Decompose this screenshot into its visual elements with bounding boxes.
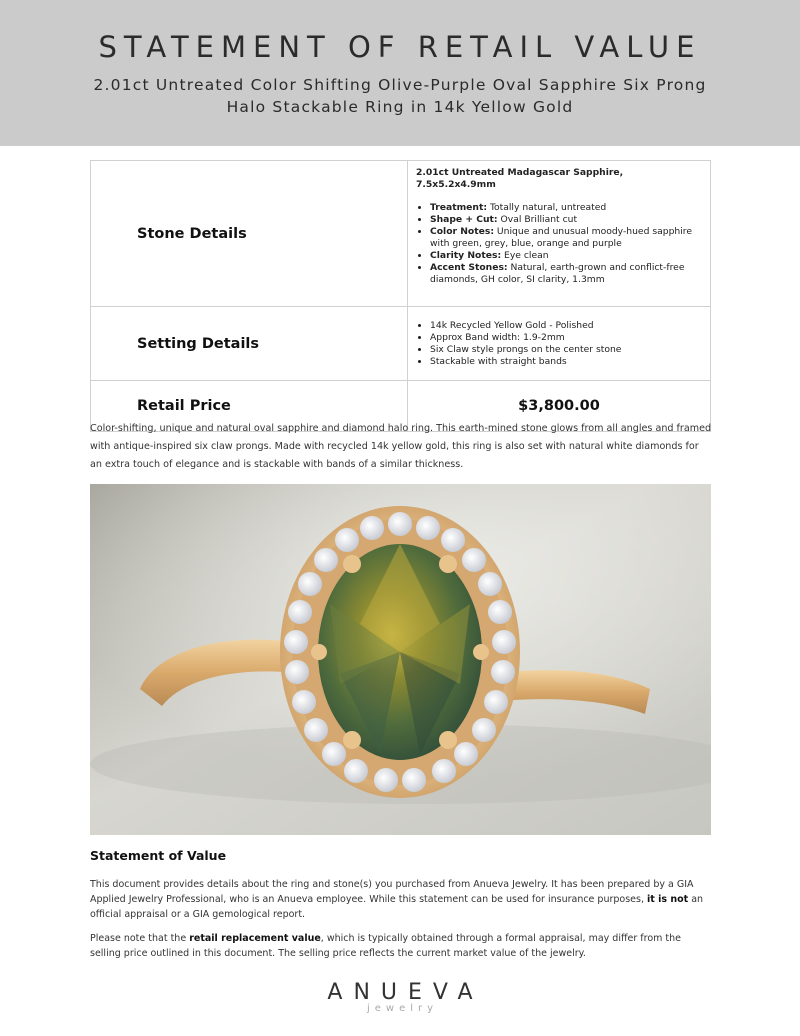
header-banner: [0, 0, 800, 146]
statement-title: Statement of Value: [90, 848, 227, 863]
ring-photo: [90, 484, 711, 835]
retail-price-label: Retail Price: [91, 381, 408, 432]
page-title: STATEMENT OF RETAIL VALUE: [98, 30, 702, 64]
setting-details-label: Setting Details: [91, 307, 408, 381]
logo-brand: ANUEVA: [327, 980, 484, 1005]
list-item: • Stackable with straight bands: [430, 356, 700, 368]
list-item: • Six Claw style prongs on the center stone: [430, 344, 700, 356]
list-item: • Clarity Notes: Eye clean: [430, 250, 700, 262]
stone-details-label: Stone Details: [91, 161, 408, 307]
details-table: [90, 160, 711, 432]
list-item: • 14k Recycled Yellow Gold - Polished: [430, 320, 700, 332]
list-item: • Treatment: Totally natural, untreated: [430, 202, 700, 214]
list-item: • Accent Stones: Natural, earth-grown and conflict-free diamonds, GH color, SI clarity, 1.3mm: [430, 262, 700, 286]
stone-title: 2.01ct Untreated Madagascar Sapphire, 7.5x5.2x4.9mm: [416, 167, 624, 190]
list-item: • Shape + Cut: Oval Brilliant cut: [430, 214, 700, 226]
statement-paragraph-1: This document provides details about the ring and stone(s) you purchased from Anueva Jewelry. It has been prepared by a GIA Applied Jewelry Professional, who is an Anueva employee. While this statement can be used for insurance purposes, it is not an official appraisal or a GIA gemological report.: [90, 879, 704, 920]
stone-details-list: [416, 202, 700, 286]
logo-tagline: jewelry: [366, 1003, 439, 1014]
setting-details-list: [416, 320, 700, 368]
setting-details-row: [91, 307, 711, 381]
product-description: Color-shifting, unique and natural oval sapphire and diamond halo ring. This earth-mined stone glows from all angles and framed with antique-inspired six claw prongs. Made with recycled 14k yellow gold, this ring is also set with natural white diamonds for an extra touch of elegance and is stackable with bands of a similar thickness.: [90, 423, 712, 470]
anueva-logo: [0, 980, 800, 1014]
list-item: • Approx Band width: 1.9-2mm: [430, 332, 700, 344]
stone-details-info: [408, 161, 711, 307]
retail-price-value: $3,800.00: [408, 381, 711, 432]
setting-details-info: [408, 307, 711, 381]
subtitle-line-2: Halo Stackable Ring in 14k Yellow Gold: [226, 98, 574, 116]
list-item: • Color Notes: Unique and unusual moody-hued sapphire with green, grey, blue, orange and purple: [430, 226, 700, 250]
page-subtitle: [0, 74, 800, 118]
subtitle-line-1: 2.01ct Untreated Color Shifting Olive-Purple Oval Sapphire Six Prong: [93, 76, 707, 94]
statement-paragraph-2: Please note that the retail replacement value, which is typically obtained through a formal appraisal, may differ from the selling price outlined in this document. The selling price reflects the current market value of the jewelry.: [90, 933, 682, 959]
stone-details-row: [91, 161, 711, 307]
